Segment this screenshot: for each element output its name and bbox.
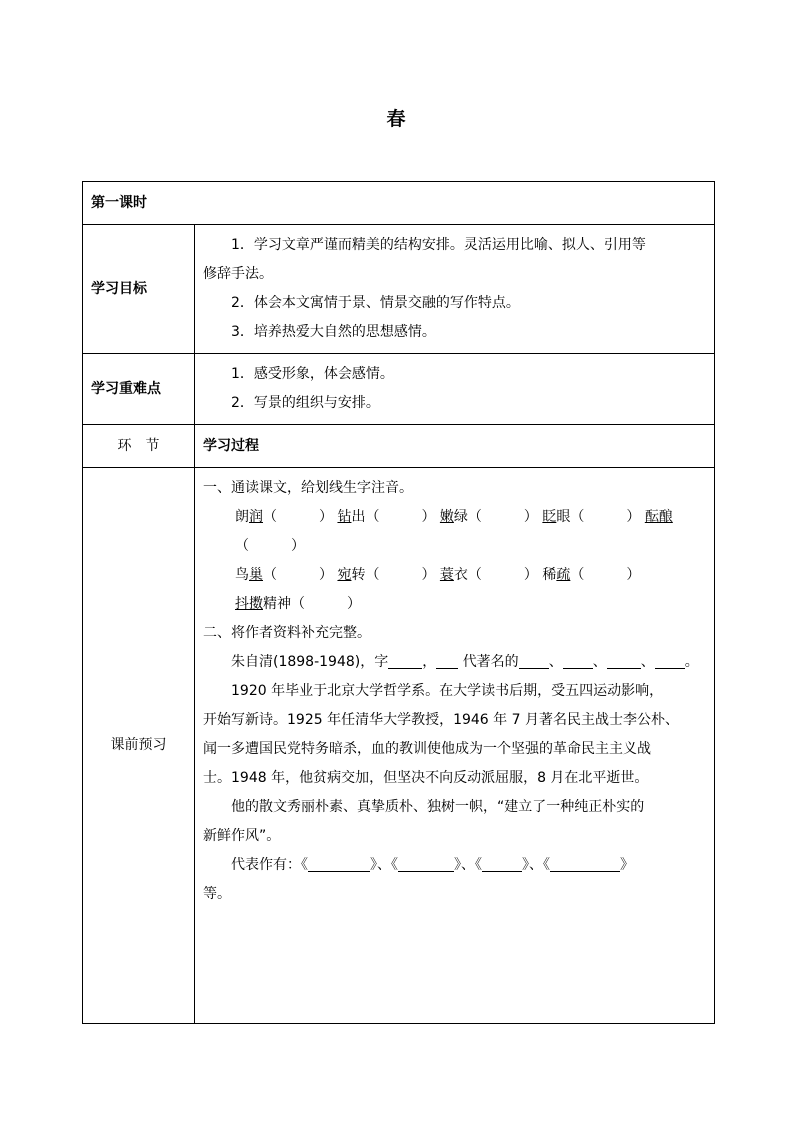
pinyin-word: 朗润（ ） [235, 509, 333, 525]
bio-line: 闻一多遭国民党特务暗杀，血的教训使他成为一个坚强的革命民主主义战 [203, 741, 651, 757]
style-line: 他的散文秀丽朴素、真挚质朴、独树一帜，“建立了一种纯正朴实的 [231, 799, 645, 815]
blank-field[interactable] [519, 652, 549, 669]
blank-field[interactable] [482, 855, 522, 872]
section-heading: 一、通读课文，给划线生字注音。 [203, 480, 413, 496]
blank-field[interactable] [388, 652, 422, 669]
lesson-plan-table [82, 181, 715, 1024]
pinyin-word: 眨眼（ ） [542, 509, 641, 525]
author-fill-line: 朱自清(1898-1948)，字 ， 代著名的 、 、 、 。 [231, 654, 699, 670]
blank-field[interactable] [655, 652, 685, 669]
pinyin-words-row [203, 561, 706, 590]
blank-field[interactable] [550, 855, 620, 872]
pinyin-words-row [203, 503, 706, 561]
pinyin-word: 钻出（ ） [337, 509, 436, 525]
goal-line: 1．学习文章严谨而精美的结构安排。灵活运用比喻、拟人、引用等 [231, 237, 646, 253]
lesson-row [83, 182, 715, 225]
key-point-line: 1．感受形象，体会感情。 [231, 366, 394, 382]
pinyin-word: 稀疏（ ） [542, 567, 641, 583]
pinyin-words-row [203, 590, 706, 619]
blank-field[interactable] [398, 855, 454, 872]
pinyin-word: 酝酿（ ） [235, 509, 673, 554]
pinyin-word: 蓑衣（ ） [439, 567, 538, 583]
bio-line: 1920 年毕业于北京大学哲学系。在大学读书后期，受五四运动影响， [231, 683, 664, 699]
blank-field[interactable] [607, 652, 641, 669]
section-heading: 二、将作者资料补充完整。 [203, 625, 371, 641]
blank-field[interactable] [563, 652, 593, 669]
style-line: 新鲜作风”。 [203, 828, 281, 844]
goal-line: 修辞手法。 [203, 266, 273, 282]
goals-content [195, 225, 715, 354]
preview-content [195, 468, 715, 1024]
lesson-label: 第一课时 [83, 182, 715, 225]
bio-line: 开始写新诗。1925 年任清华大学教授，1946 年 7 月著名民主战士李公朴、 [203, 712, 679, 728]
page-title: 春 [386, 108, 407, 130]
goals-label: 学习目标 [83, 225, 195, 354]
works-end: 等。 [203, 886, 231, 902]
pinyin-word: 抖擞精神（ ） [235, 596, 361, 612]
key-points-label: 学习重难点 [83, 354, 195, 425]
process-label: 学习过程 [195, 425, 715, 468]
works-fill-line: 代表作有：《 》、《 》、《 》、《 》 [231, 857, 634, 873]
stage-header-row [83, 425, 715, 468]
bio-line: 士。1948 年，他贫病交加，但坚决不向反动派屈服，8 月在北平逝世。 [203, 770, 649, 786]
goal-line: 3．培养热爱大自然的思想感情。 [231, 324, 436, 340]
key-points-content [195, 354, 715, 425]
stage-label: 环 节 [83, 425, 195, 468]
blank-field[interactable] [436, 652, 458, 669]
pinyin-word: 宛转（ ） [337, 567, 436, 583]
goals-row [83, 225, 715, 354]
pinyin-word: 嫩绿（ ） [439, 509, 538, 525]
key-point-line: 2．写景的组织与安排。 [231, 395, 380, 411]
preview-label: 课前预习 [83, 468, 195, 1024]
goal-line: 2．体会本文寓情于景、情景交融的写作特点。 [231, 295, 520, 311]
key-points-row [83, 354, 715, 425]
pinyin-word: 鸟巢（ ） [235, 567, 333, 583]
blank-field[interactable] [308, 855, 370, 872]
preview-row [83, 468, 715, 1024]
